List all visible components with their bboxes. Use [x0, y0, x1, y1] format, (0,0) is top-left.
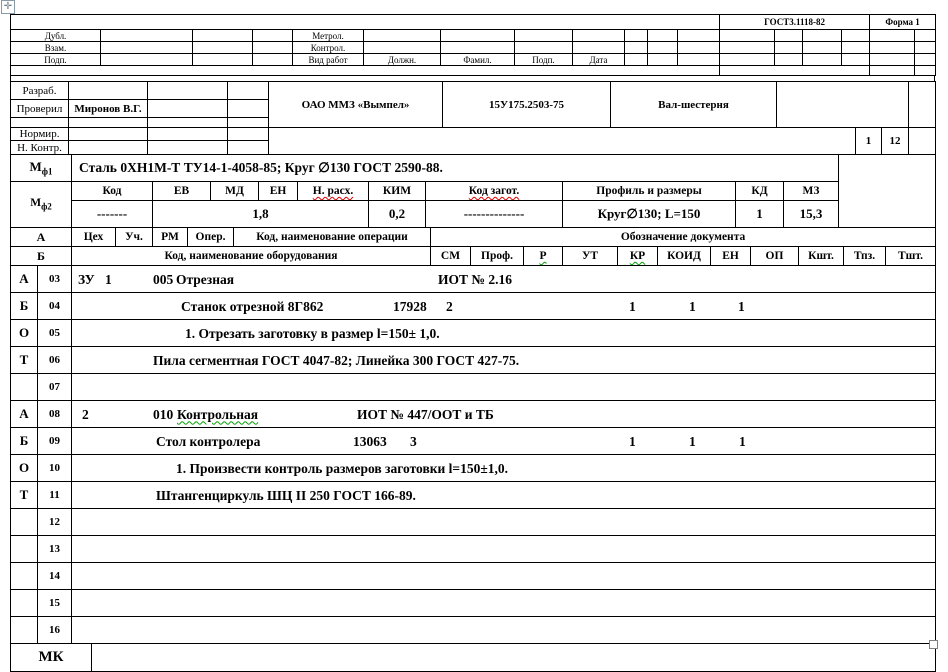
process-text: 010 [153, 406, 174, 422]
material-spec: Сталь 0ХН1М-Т ТУ14-1-4058-85; Круг ∅130 ГОСТ 2590-88. [72, 155, 839, 182]
table-row [11, 563, 936, 590]
stamp-famil-label [441, 54, 515, 66]
ut-header: УТ [563, 247, 618, 266]
stamp-table [10, 14, 936, 76]
process-text: 17928 [393, 298, 427, 314]
table-row [11, 293, 936, 320]
row-letter: Б [11, 428, 38, 455]
tpz-header: Тпз. [844, 247, 886, 266]
row-letter: Т [11, 482, 38, 509]
empty-cell [720, 42, 775, 54]
table-row [11, 374, 936, 401]
table-row [11, 347, 936, 374]
mk-label: МК [11, 644, 92, 672]
material-mz-value: 15,3 [784, 201, 839, 228]
empty-cell [69, 141, 148, 155]
empty-cell [573, 30, 625, 42]
row-content [72, 456, 935, 481]
row-number: 04 [38, 293, 72, 320]
table-row [11, 428, 936, 455]
prof-header: Проф. [471, 247, 524, 266]
process-text: 2 [82, 406, 89, 422]
material-kod-zagot-header [426, 182, 563, 201]
material-kd-value: 1 [736, 201, 784, 228]
operation-header-table [10, 227, 936, 266]
empty-cell [269, 128, 856, 155]
empty-cell [72, 563, 936, 590]
material-ev-header: ЕВ [153, 182, 211, 201]
process-text: 1 [689, 298, 696, 314]
row-letter: А [11, 401, 38, 428]
empty-cell: Дата [589, 54, 608, 65]
row-letter [11, 590, 38, 617]
empty-cell [253, 54, 293, 66]
row-content [72, 483, 935, 508]
empty-cell: Должн. [387, 54, 417, 65]
material-kod-zagot-value: -------------- [426, 201, 563, 228]
table-row [11, 320, 936, 347]
row-letter [11, 536, 38, 563]
empty-cell [72, 401, 936, 428]
stamp-data-label [573, 54, 625, 66]
empty-cell [720, 30, 775, 42]
row-content [72, 294, 935, 319]
empty-cell: Н. расх. [312, 185, 354, 197]
empty-cell [228, 118, 269, 128]
empty-cell [870, 54, 915, 66]
table-row [11, 509, 936, 536]
empty-cell [72, 320, 936, 347]
sm-header: СМ [431, 247, 471, 266]
empty-cell [775, 30, 803, 42]
row-number: 15 [38, 590, 72, 617]
route-map-form [10, 14, 935, 672]
approval-table [10, 81, 936, 155]
material-profil-header: Профиль и размеры [563, 182, 736, 201]
row-b-letter: Б [11, 247, 72, 266]
empty-cell [148, 128, 228, 141]
empty-cell [72, 266, 936, 293]
row-content [72, 537, 935, 562]
process-text: 1. Отрезать заготовку в размер l=150± 1,0. [185, 325, 440, 341]
row-a-letter: А [11, 228, 72, 247]
row-content [72, 429, 935, 454]
row-number: 16 [38, 617, 72, 644]
material-m2-label [11, 182, 72, 228]
empty-cell [72, 428, 936, 455]
kod-oper-header: Код, наименование операции [234, 228, 431, 247]
material-nrash-header [298, 182, 369, 201]
approval-proveril-name: Миронов В.Г. [69, 100, 148, 118]
empty-cell [72, 293, 936, 320]
table-row [11, 617, 936, 644]
empty-cell [72, 617, 936, 644]
material-mz-header: МЗ [784, 182, 839, 201]
row-number: 13 [38, 536, 72, 563]
empty-cell [228, 100, 269, 118]
material-table [10, 154, 936, 228]
row-letter: Б [11, 293, 38, 320]
process-text: 1 [105, 271, 112, 287]
empty-cell [625, 42, 648, 54]
empty-cell [72, 347, 936, 374]
footer-table [10, 643, 936, 672]
uch-header: Уч. [116, 228, 153, 247]
empty-cell [364, 42, 441, 54]
gost-standard-label: ГОСТ3.1118-82 [720, 15, 870, 30]
material-profil-value: Круг∅130; L=150 [563, 201, 736, 228]
table-move-handle-icon[interactable]: ✛ [1, 0, 15, 14]
sheet-number: 1 [856, 128, 882, 155]
row-letter [11, 563, 38, 590]
empty-cell [92, 644, 936, 672]
stamp-podp-label: Подп. [11, 54, 101, 66]
empty-cell [364, 30, 441, 42]
form-number-label: Форма 1 [870, 15, 936, 30]
oboznach-header: Обозначение документа [431, 228, 936, 247]
process-text: ЗУ [78, 271, 95, 287]
row-number: 10 [38, 455, 72, 482]
process-text: Штангенциркуль ШЦ II 250 ГОСТ 166-89. [156, 487, 416, 503]
approval-proveril-label: Проверил [11, 100, 69, 118]
table-row [11, 401, 936, 428]
stamp-dubl-label [11, 30, 101, 42]
empty-cell [803, 30, 842, 42]
material-md-header: МД [211, 182, 259, 201]
empty-cell: М [29, 159, 42, 175]
approval-razrab-label: Разраб. [11, 82, 69, 100]
empty-cell [441, 42, 515, 54]
row-letter: Т [11, 347, 38, 374]
empty-cell [573, 42, 625, 54]
row-content [72, 564, 935, 589]
empty-cell [839, 155, 936, 228]
material-m1-label [11, 155, 72, 182]
material-kod-header: Код [72, 182, 153, 201]
row-number: 05 [38, 320, 72, 347]
row-content [72, 348, 935, 373]
material-kod-value: ------- [72, 201, 153, 228]
empty-cell [148, 100, 228, 118]
process-text: ИОТ № 447/ООТ и ТБ [357, 406, 494, 422]
kr-header [618, 247, 658, 266]
empty-cell: ф1 [41, 166, 53, 177]
tsekh-header: Цех [72, 228, 116, 247]
material-md-value: 1,8 [153, 201, 369, 228]
empty-cell [720, 66, 870, 76]
document-number: 15У175.2503-75 [443, 82, 611, 128]
oper-header: Опер. [188, 228, 234, 247]
empty-cell [148, 118, 228, 128]
process-text: 1. Произвести контроль размеров заготовки l=150±1,0. [176, 460, 509, 476]
empty-cell [777, 82, 909, 128]
process-text: 1 [689, 433, 696, 449]
material-en-header: ЕН [259, 182, 298, 201]
empty-cell: М [30, 197, 42, 210]
empty-cell: КР [629, 250, 646, 262]
empty-cell [148, 141, 228, 155]
row-letter [11, 617, 38, 644]
row-content [72, 267, 935, 292]
empty-cell: Контрол. [310, 42, 346, 53]
row-content [72, 510, 935, 535]
empty-cell [842, 30, 870, 42]
row-letter: О [11, 320, 38, 347]
empty-cell [101, 42, 193, 54]
row-number: 14 [38, 563, 72, 590]
empty-cell [193, 42, 253, 54]
empty-cell [775, 54, 803, 66]
row-letter: О [11, 455, 38, 482]
empty-cell [193, 30, 253, 42]
empty-cell: Р [539, 250, 547, 262]
process-text: Станок отрезной 8Г862 [181, 298, 324, 314]
process-text: 13063 [353, 433, 387, 449]
material-kd-header: КД [736, 182, 784, 201]
sheets-total: 12 [882, 128, 909, 155]
material-kim-value: 0,2 [369, 201, 426, 228]
approval-nkontr-label: Н. Контр. [11, 141, 69, 155]
row-letter: А [11, 266, 38, 293]
empty-cell [909, 82, 936, 128]
row-content [72, 591, 935, 616]
process-text: Стол контролера [156, 433, 261, 449]
empty-cell [720, 54, 775, 66]
empty-cell [870, 66, 915, 76]
empty-cell: ф2 [41, 201, 52, 212]
empty-cell [11, 118, 69, 128]
row-number: 09 [38, 428, 72, 455]
process-text: 1 [738, 298, 745, 314]
empty-cell [228, 141, 269, 155]
empty-cell [441, 30, 515, 42]
row-content [72, 375, 935, 400]
empty-cell [69, 82, 148, 100]
empty-cell [915, 30, 936, 42]
empty-cell [11, 15, 720, 30]
empty-cell [915, 54, 936, 66]
stamp-dolzhn-label [364, 54, 441, 66]
row-number: 12 [38, 509, 72, 536]
empty-cell [69, 118, 148, 128]
table-resize-handle[interactable] [929, 640, 938, 649]
part-name: Вал-шестерня [611, 82, 777, 128]
empty-cell [228, 128, 269, 141]
empty-cell [803, 42, 842, 54]
process-text: 1 [629, 298, 636, 314]
ksht-header: Кшт. [799, 247, 844, 266]
empty-cell [803, 54, 842, 66]
op-header: ОП [751, 247, 799, 266]
empty-cell [228, 82, 269, 100]
process-text: Контрольная [177, 406, 259, 422]
empty-cell [69, 128, 148, 141]
empty-cell [648, 30, 678, 42]
en-header: ЕН [711, 247, 751, 266]
table-row [11, 482, 936, 509]
empty-cell [72, 590, 936, 617]
koid-header: КОИД [658, 247, 711, 266]
empty-cell [148, 82, 228, 100]
empty-cell [72, 455, 936, 482]
table-row [11, 590, 936, 617]
empty-cell [915, 42, 936, 54]
empty-cell: Нормир. [19, 128, 60, 140]
process-text: 1 [629, 433, 636, 449]
empty-cell [909, 128, 936, 155]
row-number: 08 [38, 401, 72, 428]
kod-oborud-header: Код, наименование оборудования [72, 247, 431, 266]
empty-cell: Дубл. [44, 30, 67, 41]
process-text: 3 [410, 433, 417, 449]
stamp-podp2-label: Подп. [515, 54, 573, 66]
row-number: 11 [38, 482, 72, 509]
empty-cell [842, 42, 870, 54]
empty-cell: Фамил. [463, 54, 492, 65]
stamp-vid-rabot-label: Вид работ [293, 54, 364, 66]
process-text: Отрезная [176, 271, 235, 287]
row-number: 03 [38, 266, 72, 293]
empty-cell [625, 30, 648, 42]
empty-cell: Код загот. [468, 185, 520, 197]
row-content [72, 618, 935, 643]
stamp-vzam-label [11, 42, 101, 54]
row-number: 06 [38, 347, 72, 374]
empty-cell [870, 30, 915, 42]
empty-cell [775, 42, 803, 54]
empty-cell [72, 374, 936, 401]
empty-cell [678, 42, 720, 54]
organization-name: ОАО ММЗ «Вымпел» [269, 82, 443, 128]
rm-header: РМ [153, 228, 188, 247]
empty-cell [678, 54, 720, 66]
stamp-kontrol-label [293, 42, 364, 54]
empty-cell [515, 42, 573, 54]
empty-cell [72, 482, 936, 509]
process-rows-table [10, 265, 936, 644]
empty-cell [625, 54, 648, 66]
empty-cell [101, 30, 193, 42]
empty-cell [842, 54, 870, 66]
empty-cell [253, 30, 293, 42]
empty-cell [193, 54, 253, 66]
empty-cell [515, 30, 573, 42]
empty-cell [253, 42, 293, 54]
table-row [11, 536, 936, 563]
process-text: Пила сегментная ГОСТ 4047-82; Линейка 300 ГОСТ 427-75. [153, 352, 520, 368]
tsht-header: Тшт. [886, 247, 936, 266]
empty-cell [72, 536, 936, 563]
empty-cell: Метрол. [312, 30, 344, 41]
table-row [11, 455, 936, 482]
empty-cell [72, 509, 936, 536]
row-content [72, 402, 935, 427]
approval-normir-label [11, 128, 69, 141]
process-text: 1 [739, 433, 746, 449]
empty-cell [101, 54, 193, 66]
r-header [524, 247, 563, 266]
process-text: 2 [446, 298, 453, 314]
empty-cell [11, 66, 720, 76]
empty-cell [678, 30, 720, 42]
table-row [11, 266, 936, 293]
empty-cell [915, 66, 936, 76]
row-number: 07 [38, 374, 72, 401]
row-letter [11, 509, 38, 536]
empty-cell [648, 54, 678, 66]
empty-cell [870, 42, 915, 54]
row-letter [11, 374, 38, 401]
row-content [72, 321, 935, 346]
process-text: 005 [153, 271, 174, 287]
process-text: ИОТ № 2.16 [438, 271, 512, 287]
empty-cell: Взам. [44, 42, 67, 53]
stamp-metrol-label [293, 30, 364, 42]
empty-cell [648, 42, 678, 54]
material-kim-header: КИМ [369, 182, 426, 201]
